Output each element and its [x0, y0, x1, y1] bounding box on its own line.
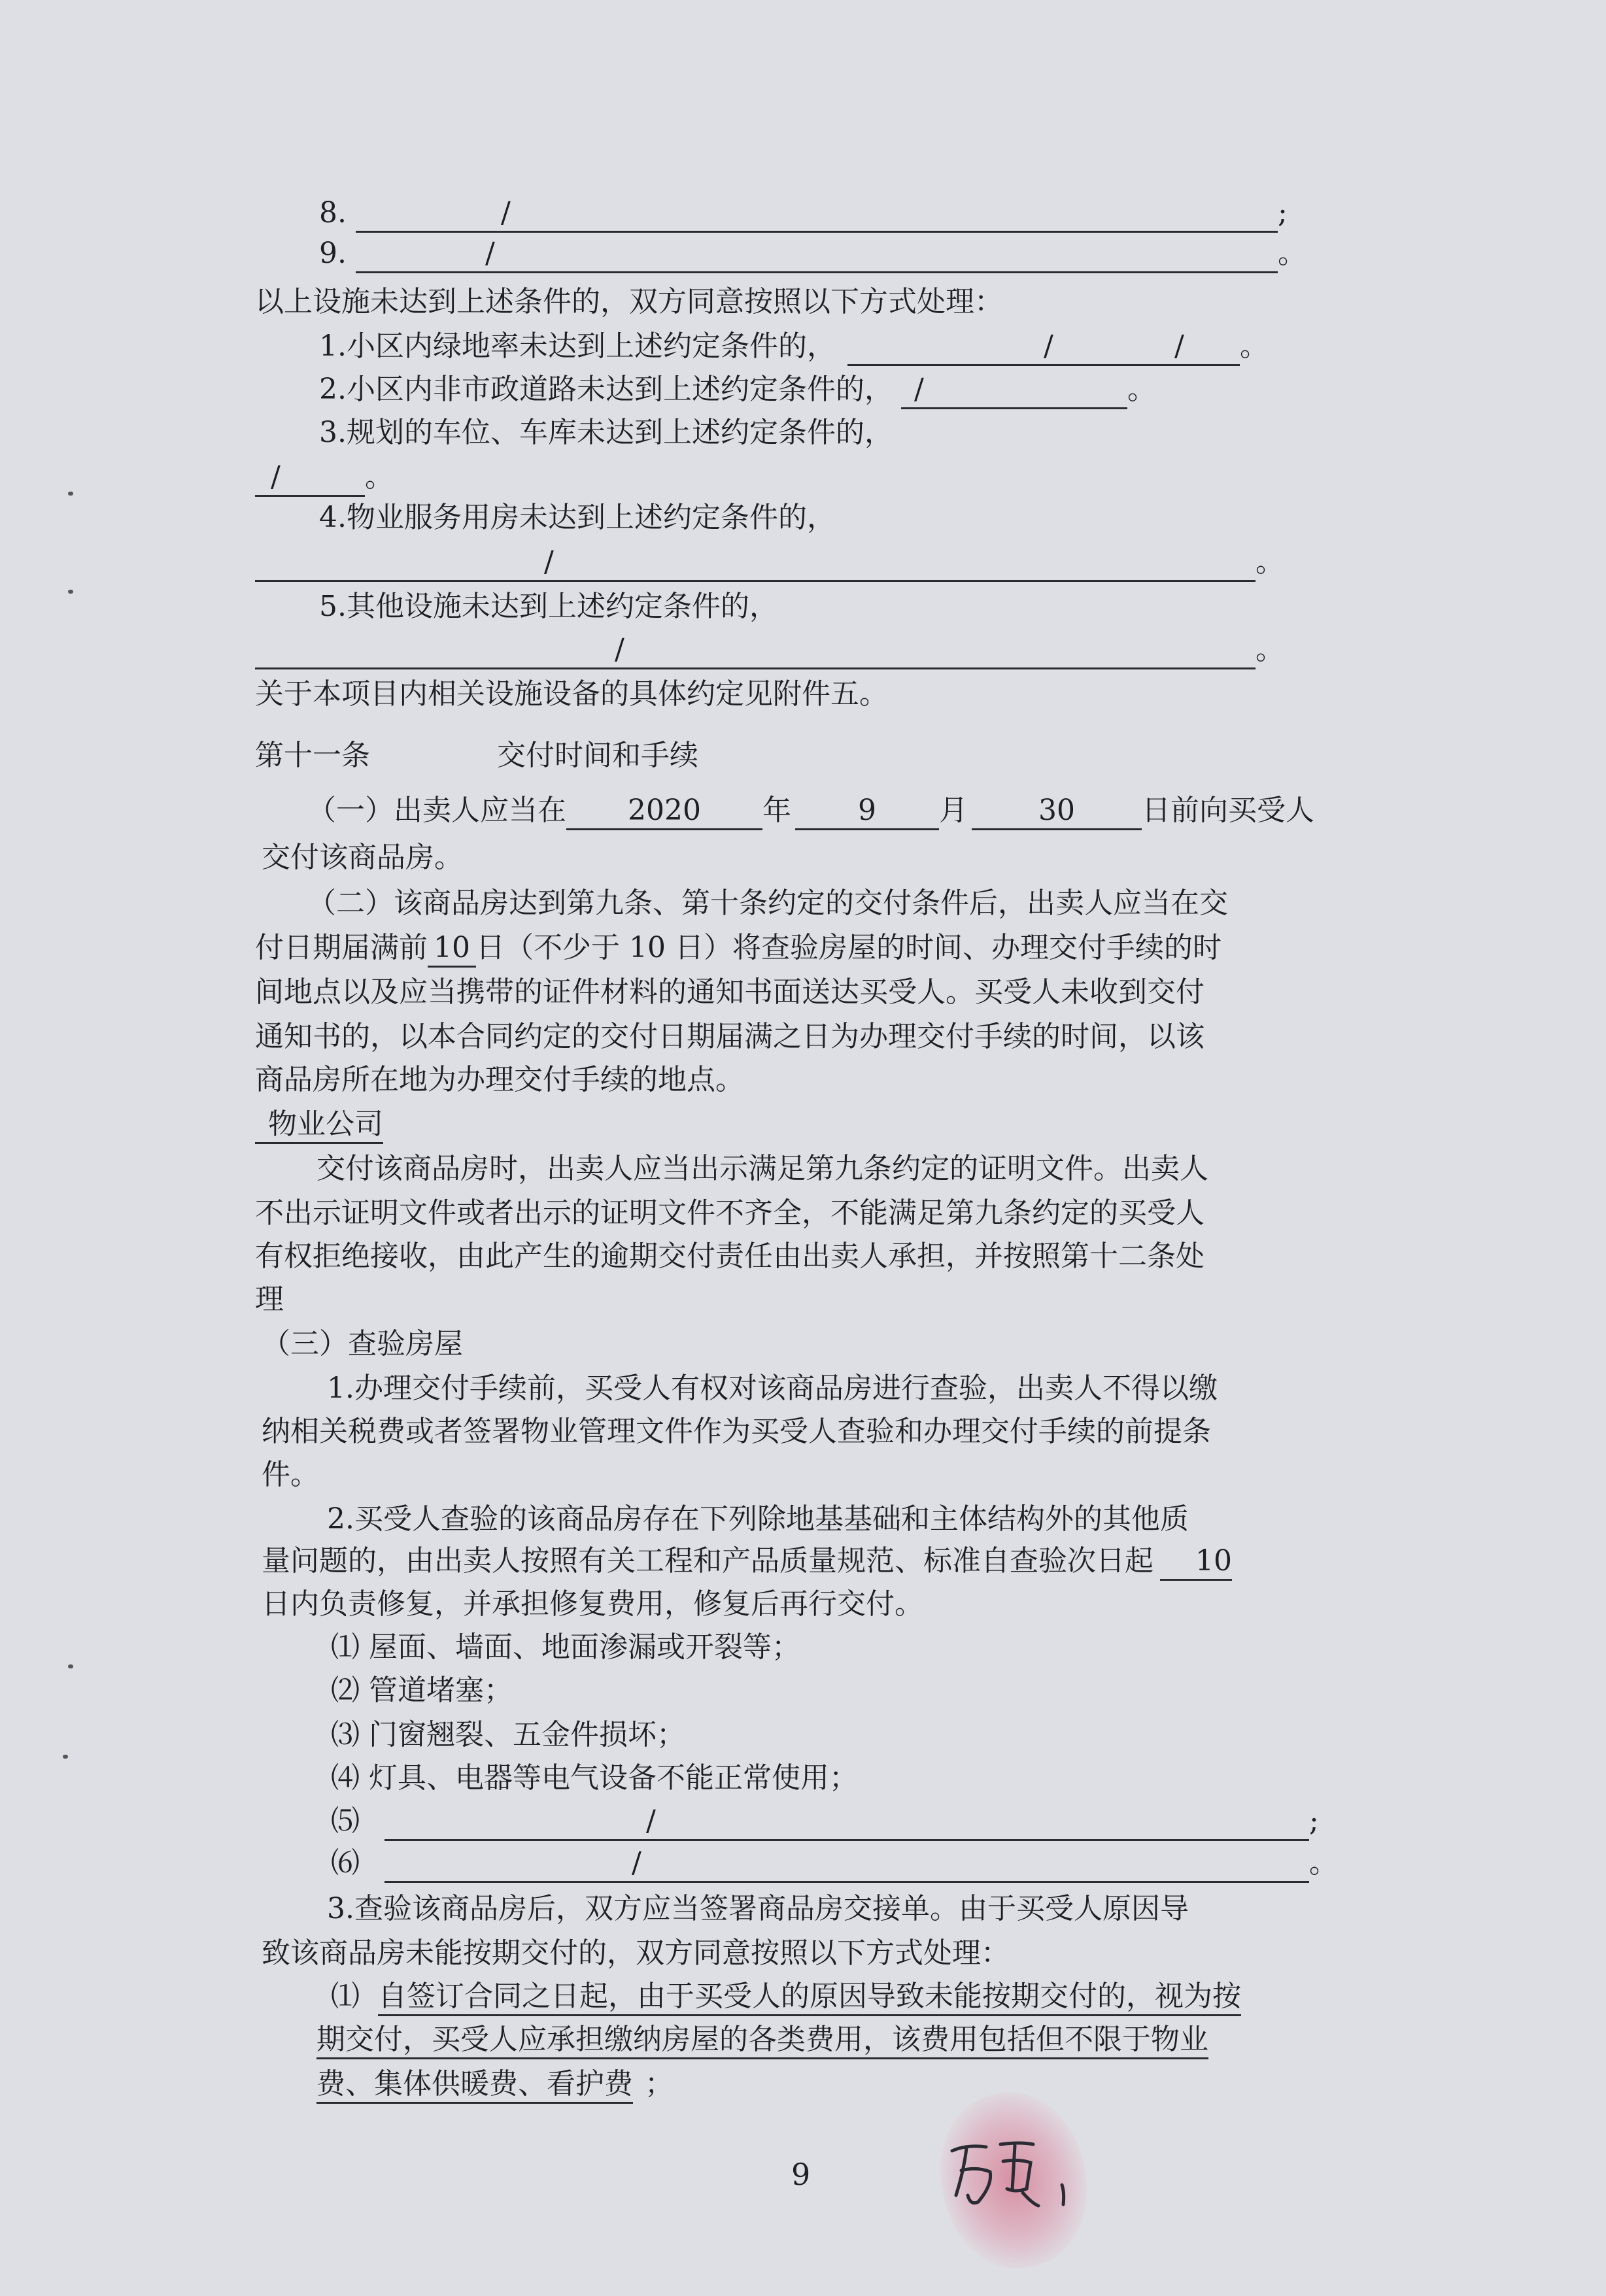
handling-item-5-answer: / 。: [255, 630, 1284, 669]
binding-mark: [68, 590, 73, 594]
defect-item-4: ⑷ 灯具、电器等电气设备不能正常使用；: [331, 1761, 858, 1795]
item-number: 9.: [319, 237, 347, 270]
article-number: 第十一条: [255, 739, 370, 772]
delivery-date-clause-cont: 交付该商品房。: [262, 841, 463, 874]
fill-blank: /: [356, 195, 1278, 233]
notice-days: 10: [428, 930, 476, 968]
blank-item-8: 8. / ;: [319, 194, 1288, 233]
handling-item-1: 1.小区内绿地率未达到上述约定条件的， / / 。: [319, 327, 1269, 366]
fill-blank: /: [356, 236, 1278, 273]
notice-clause-line2: 付日期届满前 10 日（不少于 10 日）将查验房屋的时间、办理交付手续的时: [255, 928, 1222, 968]
handling-intro: 以上设施未达到上述条件的，双方同意按照以下方式处理：: [255, 285, 1003, 318]
inspection-item3-sub1-line2: 期交付，买受人应承担缴纳房屋的各类费用，该费用包括但不限于物业: [316, 2020, 1208, 2059]
certificate-clause-line1: 交付该商品房时，出卖人应当出示满足第九条约定的证明文件。出卖人: [316, 1152, 1208, 1185]
notice-clause-line1: （二）该商品房达到第九条、第十条约定的交付条件后，出卖人应当在交: [307, 886, 1228, 920]
certificate-clause-line3: 有权拒绝接收，由此产生的逾期交付责任由出卖人承担，并按照第十二条处: [255, 1240, 1204, 1273]
inspection-item2-line3: 日内负责修复，并承担修复费用，修复后再行交付。: [262, 1587, 923, 1621]
inspection-item2-line2: 量问题的，由出卖人按照有关工程和产品质量规范、标准自查验次日起 10: [262, 1542, 1232, 1581]
defect-item-3: ⑶ 门窗翘裂、五金件损坏；: [331, 1718, 685, 1751]
article-title: 交付时间和手续: [497, 739, 698, 772]
fill-blank: /: [901, 372, 1127, 409]
defect-item-1: ⑴ 屋面、墙面、地面渗漏或开裂等；: [331, 1630, 800, 1664]
handling-item-5: 5.其他设施未达到上述约定条件的，: [319, 590, 778, 623]
inspection-item3-line2: 致该商品房未能按期交付的，双方同意按照以下方式处理：: [262, 1936, 1010, 1970]
fill-blank: /: [255, 460, 365, 497]
handling-item-4: 4.物业服务用房未达到上述约定条件的，: [319, 501, 836, 534]
defect-item-5: ⑸ / ;: [331, 1802, 1319, 1841]
handwritten-signature: [947, 2125, 1078, 2216]
inspection-heading: （三）查验房屋: [262, 1327, 463, 1360]
inspection-item1-line1: 1.办理交付手续前，买受人有权对该商品房进行查验，出卖人不得以缴: [327, 1372, 1218, 1405]
certificate-clause-line2: 不出示证明文件或者出示的证明文件不齐全，不能满足第九条约定的买受人: [255, 1196, 1204, 1230]
inspection-item1-line3: 件。: [262, 1458, 319, 1491]
certificate-clause-line4: 理: [255, 1283, 284, 1316]
binding-mark: [68, 1664, 73, 1668]
binding-mark: [63, 1755, 68, 1759]
repair-days: 10: [1160, 1544, 1232, 1581]
annex-note: 关于本项目内相关设施设备的具体约定见附件五。: [255, 677, 888, 711]
fill-blank: / /: [847, 329, 1240, 366]
defect-item-6: ⑹ / 。: [331, 1844, 1338, 1883]
defect-item-2: ⑵ 管道堵塞；: [331, 1674, 513, 1707]
fill-blank: /: [255, 632, 1256, 669]
fill-blank: /: [384, 1804, 1309, 1841]
inspection-item1-line2: 纳相关税费或者签署物业管理文件作为买受人查验和办理交付手续的前提条: [262, 1415, 1211, 1448]
item-number: 8.: [319, 196, 347, 229]
delivery-month: 9: [795, 793, 939, 830]
handling-item-3: 3.规划的车位、车库未达到上述约定条件的，: [319, 416, 893, 449]
delivery-date-clause: （一）出卖人应当在 2020 年 9 月 30 日前向买受人: [307, 791, 1314, 830]
inspection-item3-line1: 3.查验该商品房后，双方应当签署商品房交接单。由于买受人原因导: [327, 1892, 1189, 1925]
handling-item-3-answer: / 。: [255, 458, 394, 497]
fill-blank: /: [384, 1846, 1309, 1883]
binding-mark: [68, 492, 73, 496]
page-number: 9: [791, 2157, 811, 2192]
notice-clause-line4: 通知书的，以本合同约定的交付日期届满之日为办理交付手续的时间，以该: [255, 1020, 1204, 1053]
delivery-day: 30: [972, 793, 1142, 830]
inspection-item3-sub1-line3: 费、集体供暖费、看护费 ；: [316, 2065, 674, 2104]
notice-clause-line3: 间地点以及应当携带的证件材料的通知书面送达买受人。买受人未收到交付: [255, 975, 1204, 1009]
handling-item-4-answer: / 。: [255, 543, 1284, 582]
inspection-item2-line1: 2.买受人查验的该商品房存在下列除地基基础和主体结构外的其他质: [327, 1502, 1189, 1536]
fill-blank: /: [255, 545, 1256, 582]
handling-item-2: 2.小区内非市政道路未达到上述约定条件的， / 。: [319, 370, 1156, 409]
inspection-item3-sub1-line1: ⑴ 自签订合同之日起，由于买受人的原因导致未能按期交付的，视为按: [331, 1977, 1241, 2016]
handover-party: 物业公司: [255, 1105, 383, 1144]
blank-item-9: 9. / 。: [319, 234, 1307, 273]
notice-clause-line5: 商品房所在地为办理交付手续的地点。: [255, 1063, 744, 1096]
delivery-year: 2020: [566, 793, 762, 830]
